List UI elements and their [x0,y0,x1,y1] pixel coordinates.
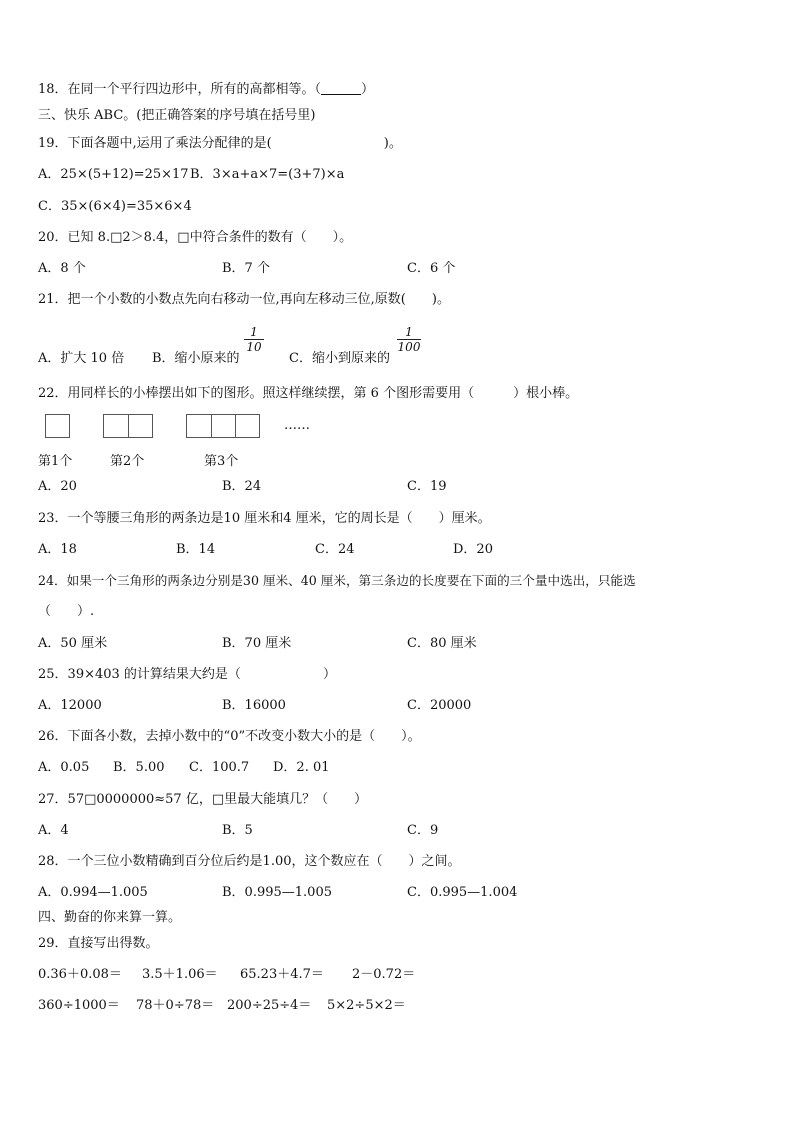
calc-item[interactable]: 65.23＋4.7＝ [240,967,324,982]
q21-option-a[interactable]: A．扩大 10 倍 [38,351,125,366]
q24-option-b[interactable]: B．70 厘米 [222,636,292,651]
q25-option-c[interactable]: C．20000 [407,698,472,713]
q24-option-c[interactable]: C．80 厘米 [407,636,477,651]
question-28-stem: 28．一个三位小数精确到百分位后约是1.00，这个数应在（ ）之间。 [38,854,461,869]
calc-item[interactable]: 5×2÷5×2＝ [327,998,406,1013]
section-4-heading: 四、勤奋的你来算一算。 [38,910,182,925]
question-18-text: 18．在同一个平行四边形中，所有的高都相等。（ [38,82,322,97]
question-19-close: )。 [383,136,402,151]
stick-figure-2 [103,414,153,438]
q23-option-d[interactable]: D．20 [453,542,493,557]
q27-option-c[interactable]: C．9 [407,823,439,838]
fraction-one-hundredth [397,326,421,353]
q22-option-b[interactable]: B．24 [222,479,262,494]
q19-option-a[interactable]: A．25×(5+12)=25×17 [38,167,189,182]
q23-option-b[interactable]: B．14 [176,542,216,557]
stick-divider [128,415,129,437]
calc-item[interactable]: 360÷1000＝ [38,998,120,1013]
fraction-numerator: 1 [250,325,258,339]
figure-3-caption: 第3个 [204,454,239,469]
question-24-stem: 24．如果一个三角形的两条边分别是30 厘米、40 厘米，第三条边的长度要在下面的三个量中选出，只能选 [38,573,636,588]
q22-option-a[interactable]: A．20 [38,479,77,494]
fraction-one-tenth [244,326,264,353]
question-19 [38,136,402,152]
question-18 [38,82,374,98]
fraction-numerator: 1 [405,325,413,339]
q21-option-c[interactable]: C．缩小到原来的 [289,351,390,366]
calc-item[interactable]: 200÷25÷4＝ [227,998,312,1013]
section-3-heading: 三、快乐 ABC。(把正确答案的序号填在括号里) [38,108,316,123]
question-27-stem: 27．57□0000000≈57 亿，□里最大能填几？（ ） [38,792,368,807]
question-19-stem: 19．下面各题中,运用了乘法分配律的是( [38,136,272,151]
stick-figure-1 [45,414,70,438]
calc-item[interactable]: 2－0.72＝ [352,967,416,982]
q28-option-c[interactable]: C．0.995—1.004 [407,885,518,900]
stick-divider [211,415,212,437]
q27-option-b[interactable]: B．5 [222,823,253,838]
question-23-stem: 23．一个等腰三角形的两条边是10 厘米和4 厘米，它的周长是（ ）厘米。 [38,511,491,526]
question-24-stem-cont: （ ）. [38,604,95,619]
q23-option-c[interactable]: C．24 [315,542,355,557]
calc-item[interactable]: 3.5＋1.06＝ [142,967,218,982]
q21-option-b[interactable]: B．缩小原来的 [152,351,240,366]
calc-item[interactable]: 78＋0÷78＝ [136,998,215,1013]
stick-figure-3 [186,414,260,438]
q20-option-b[interactable]: B．7 个 [222,261,270,276]
q27-option-a[interactable]: A．4 [38,823,69,838]
answer-blank[interactable] [321,82,361,95]
question-20-stem: 20．已知 8.□2＞8.4，□中符合条件的数有（ ）。 [38,230,353,245]
q26-option-a[interactable]: A．0.05 [38,760,90,775]
question-21-stem: 21．把一个小数的小数点先向右移动一位,再向左移动三位,原数( )。 [38,292,450,307]
calc-item[interactable]: 0.36＋0.08＝ [38,967,122,982]
question-25-stem: 25．39×403 的计算结果大约是（ [38,667,241,682]
q26-option-b[interactable]: B．5.00 [113,760,165,775]
figure-2-caption: 第2个 [110,454,145,469]
q20-option-c[interactable]: C．6 个 [407,261,456,276]
q20-option-a[interactable]: A．8 个 [38,261,86,276]
question-26-stem: 26．下面各小数，去掉小数中的“0”不改变小数大小的是（ ）。 [38,729,421,744]
question-25 [38,667,336,683]
q25-option-a[interactable]: A．12000 [38,698,102,713]
q24-option-a[interactable]: A．50 厘米 [38,636,108,651]
q19-option-b[interactable]: B．3×a+a×7=(3+7)×a [190,167,345,182]
stick-divider [235,415,236,437]
figure-1-caption: 第1个 [38,454,73,469]
q28-option-a[interactable]: A．0.994—1.005 [38,885,148,900]
question-25-close: ） [322,667,336,682]
q28-option-b[interactable]: B．0.995—1.005 [222,885,332,900]
q26-option-d[interactable]: D．2. 01 [273,760,330,775]
q19-option-c[interactable]: C．35×(6×4)=35×6×4 [38,199,192,214]
q23-option-a[interactable]: A．18 [38,542,77,557]
question-18-close: ） [361,82,375,97]
q22-option-c[interactable]: C．19 [407,479,447,494]
q26-option-c[interactable]: C．100.7 [189,760,250,775]
fraction-denominator: 10 [246,340,262,354]
q25-option-b[interactable]: B．16000 [222,698,286,713]
fraction-denominator: 100 [397,340,421,354]
continuation-dots: …… [284,418,310,433]
question-29-stem: 29．直接写出得数。 [38,936,159,951]
question-22-stem: 22．用同样长的小棒摆出如下的图形。照这样继续摆，第 6 个图形需要用（ ）根小棒。 [38,386,579,401]
